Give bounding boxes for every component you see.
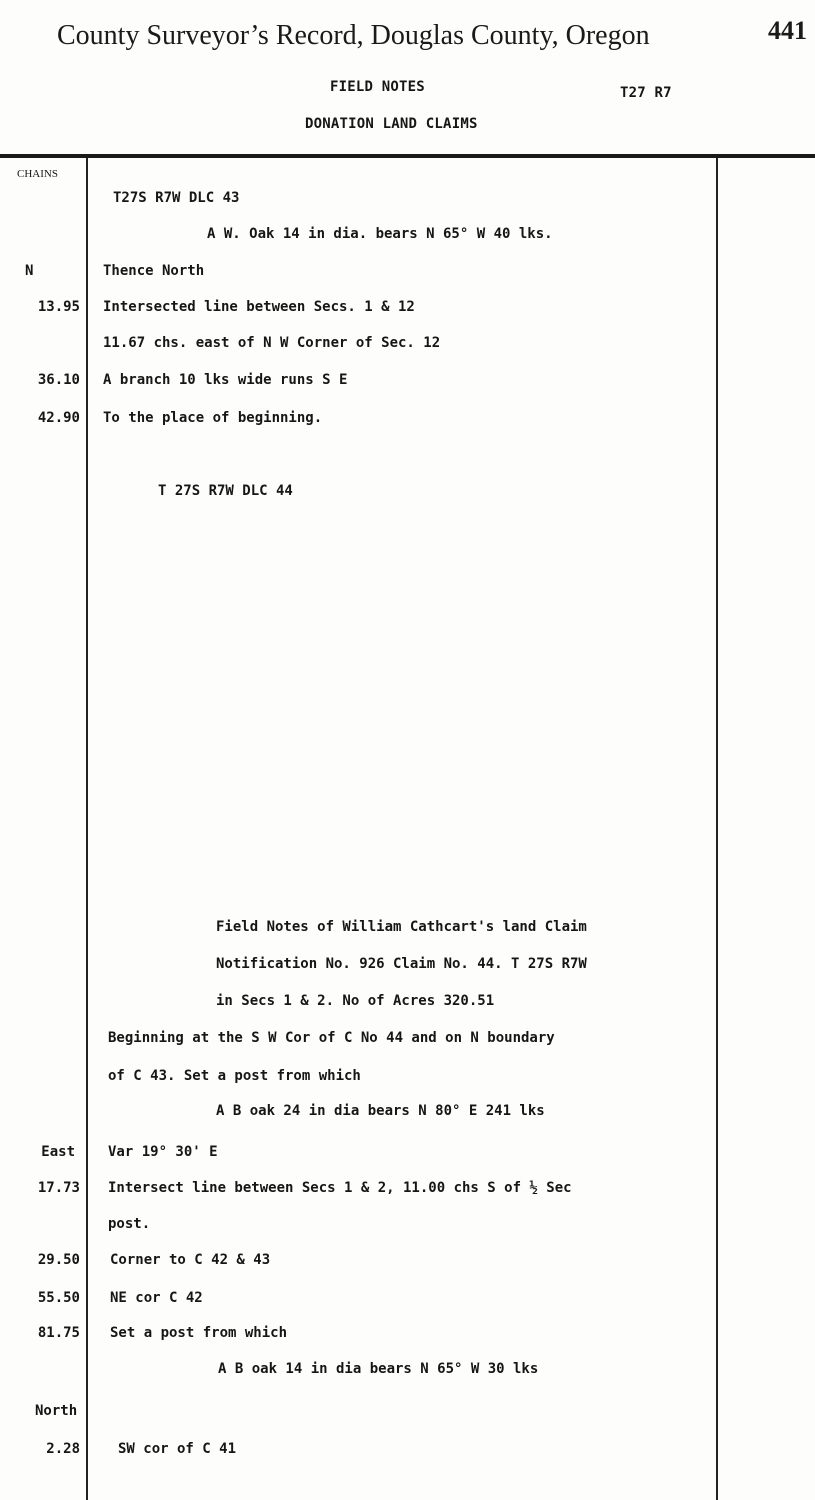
chain-value: East <box>41 1144 75 1160</box>
note-row <box>0 1216 716 1238</box>
note-row <box>0 993 716 1015</box>
note-text: SW cor of C 41 <box>118 1441 237 1457</box>
note-text: To the place of beginning. <box>103 410 323 426</box>
note-text: post. <box>108 1216 151 1232</box>
note-text: Notification No. 926 Claim No. 44. T 27S R7W <box>216 956 587 972</box>
note-text: NE cor C 42 <box>110 1290 203 1306</box>
note-text: Field Notes of William Cathcart's land Claim <box>216 919 587 935</box>
note-row <box>0 410 716 432</box>
chains-column-header: CHAINS <box>17 168 58 180</box>
township-range-label: T27 R7 <box>620 85 672 101</box>
note-row <box>0 263 716 285</box>
note-row <box>0 1030 716 1052</box>
note-text: Intersect line between Secs 1 & 2, 11.00 chs S of ½ Sec <box>108 1180 572 1196</box>
note-row <box>0 1144 716 1166</box>
note-row <box>0 299 716 321</box>
page-number: 441 <box>768 16 807 45</box>
note-row <box>0 1403 716 1425</box>
chain-value: 36.10 <box>37 372 80 388</box>
chain-value: 2.28 <box>46 1441 80 1457</box>
note-row <box>0 1290 716 1312</box>
note-text: Var 19° 30' E <box>108 1144 218 1160</box>
note-row <box>0 1325 716 1347</box>
note-row <box>0 335 716 357</box>
note-row <box>0 956 716 978</box>
note-text: 11.67 chs. east of N W Corner of Sec. 12 <box>103 335 441 351</box>
note-text: Set a post from which <box>110 1325 288 1341</box>
note-text: A B oak 24 in dia bears N 80° E 241 lks <box>216 1103 545 1119</box>
note-row <box>0 1441 716 1463</box>
chain-value: North <box>35 1403 78 1419</box>
top-rule <box>0 154 815 158</box>
note-text: T27S R7W DLC 43 <box>113 190 240 206</box>
note-row <box>0 1180 716 1202</box>
note-text: A branch 10 lks wide runs S E <box>103 372 348 388</box>
note-row <box>0 372 716 394</box>
chain-value: N <box>25 263 34 279</box>
note-text: T 27S R7W DLC 44 <box>158 483 293 499</box>
note-text: Beginning at the S W Cor of C No 44 and on N boundary <box>108 1030 555 1046</box>
note-row <box>0 1252 716 1274</box>
note-text: of C 43. Set a post from which <box>108 1068 361 1084</box>
note-text: A B oak 14 in dia bears N 65° W 30 lks <box>218 1361 539 1377</box>
note-text: A W. Oak 14 in dia. bears N 65° W 40 lks. <box>207 226 553 242</box>
note-row <box>0 1068 716 1090</box>
note-text: in Secs 1 & 2. No of Acres 320.51 <box>216 993 495 1009</box>
note-row <box>0 1361 716 1383</box>
note-row <box>0 190 716 212</box>
chain-value: 42.90 <box>37 410 80 426</box>
note-row <box>0 226 716 248</box>
chain-value: 55.50 <box>37 1290 80 1306</box>
right-margin-divider <box>716 158 718 1500</box>
note-text: Thence North <box>103 263 205 279</box>
chain-value: 81.75 <box>37 1325 80 1341</box>
donation-heading: DONATION LAND CLAIMS <box>305 116 478 132</box>
chain-value: 17.73 <box>37 1180 80 1196</box>
note-text: Corner to C 42 & 43 <box>110 1252 271 1268</box>
chain-value: 13.95 <box>37 299 80 315</box>
field-notes-heading: FIELD NOTES <box>330 79 425 95</box>
note-text: Intersected line between Secs. 1 & 12 <box>103 299 415 315</box>
note-row <box>0 919 716 941</box>
page-title: County Surveyor’s Record, Douglas County, Oregon <box>57 20 650 51</box>
chain-value: 29.50 <box>37 1252 80 1268</box>
note-row <box>0 1103 716 1125</box>
note-row <box>0 483 716 505</box>
